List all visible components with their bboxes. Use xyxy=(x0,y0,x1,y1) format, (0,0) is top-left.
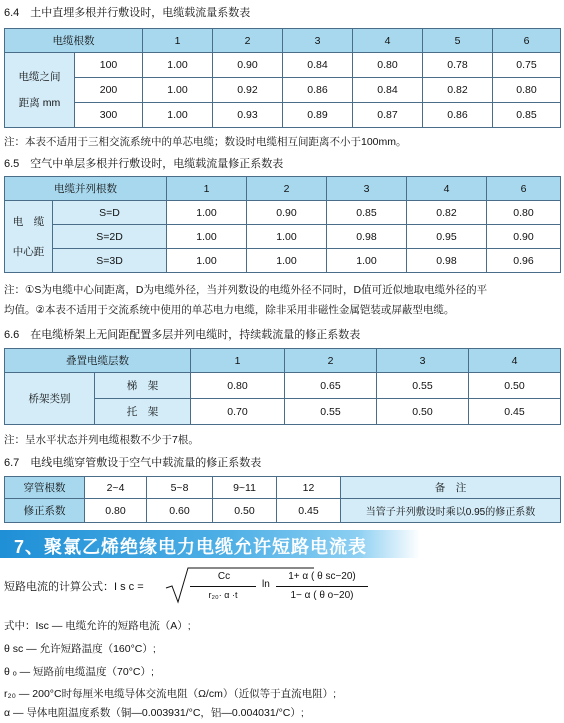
table-cell: 0.90 xyxy=(487,225,561,249)
header-cell: 12 xyxy=(277,477,341,499)
table-cell: 0.96 xyxy=(487,249,561,273)
table-cell: 0.80 xyxy=(191,373,285,399)
table-cell: 0.45 xyxy=(277,499,341,523)
header-cell: 3 xyxy=(327,177,407,201)
table-cell: 0.93 xyxy=(213,103,283,128)
ln-fraction-bar xyxy=(276,586,368,587)
table-cell: 0.50 xyxy=(213,499,277,523)
table-cell: 0.85 xyxy=(493,103,561,128)
table-cell: 0.80 xyxy=(85,499,147,523)
table-cell: 0.89 xyxy=(283,103,353,128)
formula-ln: ln xyxy=(262,579,270,590)
table-cell: 1.00 xyxy=(167,249,247,273)
table-cell: S=D xyxy=(53,201,167,225)
table-6-7 xyxy=(4,476,561,523)
table-cell: 0.92 xyxy=(213,78,283,103)
table-cell: 当管子并列敷设时乘以0.95的修正系数 xyxy=(341,499,561,523)
formula-numerator: Cc xyxy=(217,571,231,582)
header-cell: 2 xyxy=(285,349,377,373)
table-cell: 0.98 xyxy=(407,249,487,273)
table-cell: 0.85 xyxy=(327,201,407,225)
header-cell: 2~4 xyxy=(85,477,147,499)
note-6-5-line-2: 均值。②本表不适用于交流系统中使用的单芯电力电缆，除非采用非磁性金属铠装或屏蔽型电缆。 xyxy=(4,304,455,316)
formula-denominator: r₂₀· α ·t xyxy=(208,590,238,600)
table-cell: 0.98 xyxy=(327,225,407,249)
table-cell: 1.00 xyxy=(327,249,407,273)
table-cell: 0.84 xyxy=(283,53,353,78)
definition-line: r₂₀ — 200°C时每厘米电缆导体交流电阻（Ω/cm）（近似等于直流电阻）; xyxy=(4,688,336,700)
row-label-center-distance xyxy=(5,201,53,273)
table-cell: 1.00 xyxy=(167,201,247,225)
table-cell: 0.80 xyxy=(353,53,423,78)
table-cell: 托 架 xyxy=(95,399,191,425)
header-cell: 叠置电缆层数 xyxy=(5,349,191,373)
header-cell: 5 xyxy=(423,29,493,53)
header-cell: 1 xyxy=(191,349,285,373)
row-label-line: 电缆之间 xyxy=(18,71,61,83)
table-cell: 300 xyxy=(75,103,143,128)
header-cell: 3 xyxy=(283,29,353,53)
table-cell: 0.55 xyxy=(285,399,377,425)
table-cell: 1.00 xyxy=(143,53,213,78)
row-label-line: 距离 mm xyxy=(18,97,61,109)
row-label-spacing xyxy=(5,53,75,128)
table-6-6 xyxy=(4,348,561,425)
table-cell: 0.95 xyxy=(407,225,487,249)
table-cell: 1.00 xyxy=(167,225,247,249)
table-cell: 0.75 xyxy=(493,53,561,78)
table-cell: 1.00 xyxy=(143,103,213,128)
table-6-5 xyxy=(4,176,561,273)
formula-ln-numerator: 1+ α ( θ sc−20) xyxy=(288,571,356,582)
header-cell: 5~8 xyxy=(147,477,213,499)
header-cell: 2 xyxy=(213,29,283,53)
table-cell: 0.82 xyxy=(423,78,493,103)
table-6-4 xyxy=(4,28,561,53)
header-cell: 4 xyxy=(353,29,423,53)
table-cell: 0.65 xyxy=(285,373,377,399)
header-cell: 9~11 xyxy=(213,477,277,499)
table-cell: 0.78 xyxy=(423,53,493,78)
note-6-4: 注：本表不适用于三相交流系统中的单芯电缆；数设时电缆相互间距离不小于100mm。 xyxy=(4,136,407,148)
table-cell: 0.50 xyxy=(377,399,469,425)
header-cell: 6 xyxy=(487,177,561,201)
formula-prefix: 短路电流的计算公式：I s c = xyxy=(4,581,144,593)
row-label-line: 中心距 xyxy=(12,245,45,258)
table-6-4-body xyxy=(4,52,561,128)
definition-line: 式中：Isc — 电缆允许的短路电流（A）; xyxy=(4,620,191,632)
table-cell: 200 xyxy=(75,78,143,103)
header-cell: 2 xyxy=(247,177,327,201)
table-cell: 0.86 xyxy=(423,103,493,128)
table-cell: 0.55 xyxy=(377,373,469,399)
banner-title: 7、聚氯乙烯绝缘电力电缆允许短路电流表 xyxy=(14,537,368,557)
header-cell: 3 xyxy=(377,349,469,373)
header-cell: 4 xyxy=(407,177,487,201)
header-cell: 电缆并列根数 xyxy=(5,177,167,201)
fraction-bar xyxy=(190,586,256,587)
formula xyxy=(4,566,404,606)
table-cell: 修正系数 xyxy=(5,499,85,523)
table-cell: 0.60 xyxy=(147,499,213,523)
note-6-5-line-1: 注：①S为电缆中心间距离，D为电缆外径，当并列数设的电缆外径不同时，D值可近似地取电缆外径的平 xyxy=(4,284,488,296)
table-cell: 0.80 xyxy=(493,78,561,103)
table-cell: S=3D xyxy=(53,249,167,273)
table-cell: 0.82 xyxy=(407,201,487,225)
table-cell: 1.00 xyxy=(247,249,327,273)
table-cell: 0.84 xyxy=(353,78,423,103)
definition-line: α — 导体电阻温度系数（铜—0.003931/°C，铝—0.004031/°C）; xyxy=(4,707,304,719)
note-6-6: 注：呈水平状态并列电缆根数不少于7根。 xyxy=(4,434,199,446)
table-cell: 1.00 xyxy=(143,78,213,103)
table-cell: 0.90 xyxy=(213,53,283,78)
header-cell: 电缆根数 xyxy=(5,29,143,53)
table-cell: 0.45 xyxy=(469,399,561,425)
row-label-tray-type: 桥架类别 xyxy=(5,373,95,425)
section-title-6-6: 6.6 在电缆桥架上无间距配置多层并列电缆时，持续载流量的修正系数表 xyxy=(4,329,361,341)
definition-line: θ ₒ — 短路前电缆温度（70°C）; xyxy=(4,666,154,678)
section-title-6-7: 6.7 电线电缆穿管敷设于空气中载流量的修正系数表 xyxy=(4,457,262,469)
header-cell: 1 xyxy=(167,177,247,201)
row-label-line: 电 缆 xyxy=(12,215,45,228)
table-cell: 梯 架 xyxy=(95,373,191,399)
table-cell: 0.86 xyxy=(283,78,353,103)
table-cell: S=2D xyxy=(53,225,167,249)
header-cell: 4 xyxy=(469,349,561,373)
table-cell: 0.70 xyxy=(191,399,285,425)
header-cell: 6 xyxy=(493,29,561,53)
table-cell: 0.87 xyxy=(353,103,423,128)
header-cell: 备 注 xyxy=(341,477,561,499)
table-cell: 100 xyxy=(75,53,143,78)
definition-line: θ sc — 允许短路温度（160°C）; xyxy=(4,643,156,655)
header-cell: 穿管根数 xyxy=(5,477,85,499)
section-title-6-4: 6.4 土中直埋多根并行敷设时，电缆载流量系数表 xyxy=(4,7,251,19)
section-title-6-5: 6.5 空气中单层多根并行敷设时，电缆载流量修正系数表 xyxy=(4,158,284,170)
table-cell: 0.90 xyxy=(247,201,327,225)
formula-ln-denominator: 1− α ( θ o−20) xyxy=(290,590,354,601)
table-cell: 1.00 xyxy=(247,225,327,249)
table-cell: 0.50 xyxy=(469,373,561,399)
section-banner xyxy=(0,530,420,558)
table-cell: 0.80 xyxy=(487,201,561,225)
header-cell: 1 xyxy=(143,29,213,53)
